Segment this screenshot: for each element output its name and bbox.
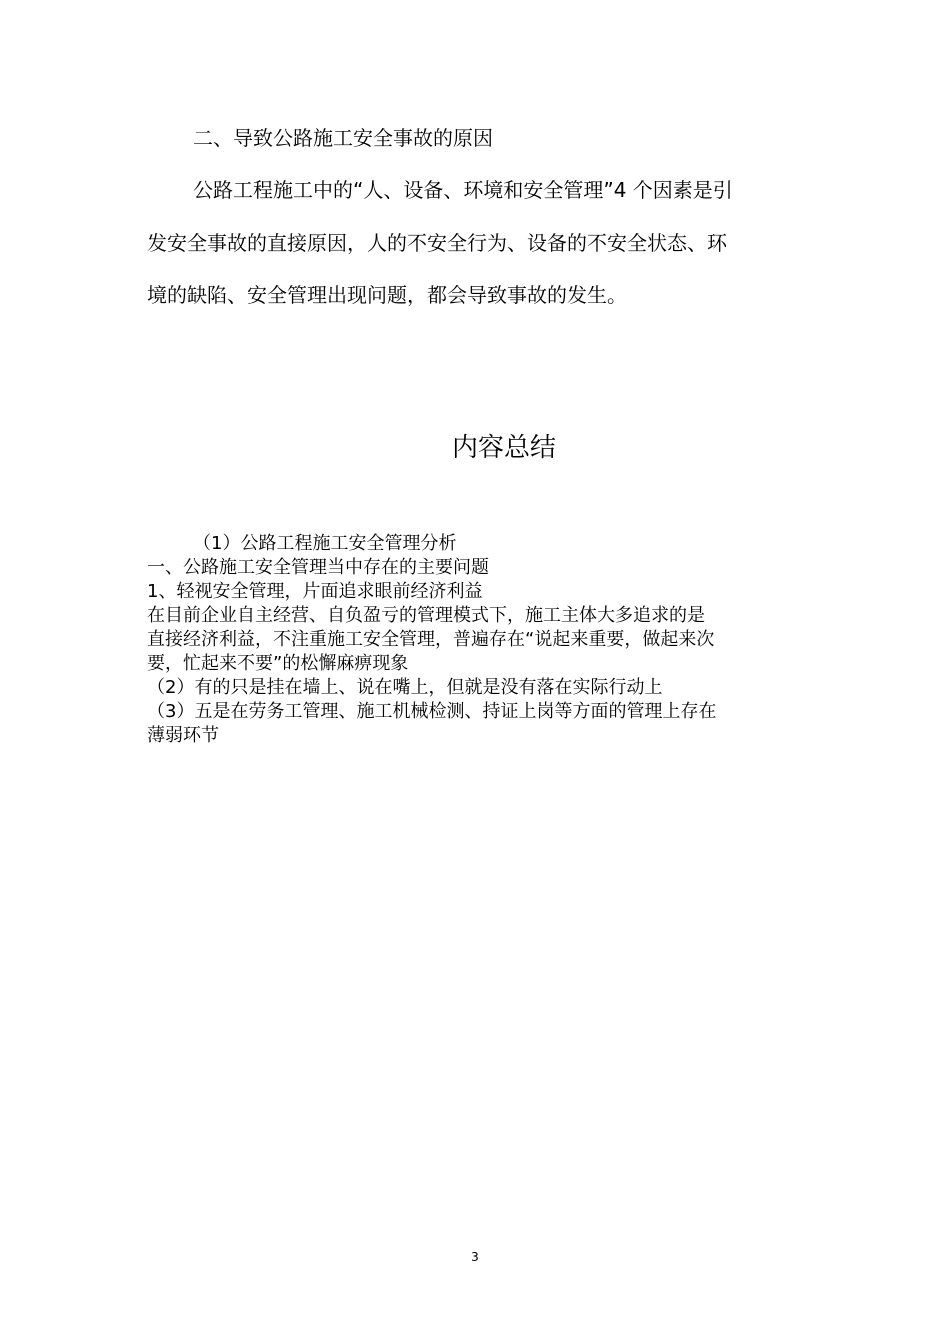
summary-line: （1）公路工程施工安全管理分析 <box>193 533 457 554</box>
summary-line: （2）有的只是挂在墙上、说在嘴上，但就是没有落在实际行动上 <box>147 677 663 698</box>
summary-line: （3）五是在劳务工管理、施工机械检测、持证上岗等方面的管理上存在 <box>147 701 717 722</box>
summary-line: 一、公路施工安全管理当中存在的主要问题 <box>147 557 489 578</box>
summary-line: 在目前企业自主经营、自负盈亏的管理模式下，施工主体大多追求的是 <box>147 605 705 626</box>
summary-line: 1、轻视安全管理，片面追求眼前经济利益 <box>147 581 483 602</box>
summary-line: 要，忙起来不要”的松懈麻痹现象 <box>147 653 409 674</box>
paragraph-line: 公路工程施工中的“人、设备、环境和安全管理”4 个因素是引 <box>193 178 733 202</box>
summary-line: 直接经济利益，不注重施工安全管理，普遍存在“说起来重要，做起来次 <box>147 629 715 650</box>
page-number: 3 <box>471 1250 479 1264</box>
section-heading: 二、导致公路施工安全事故的原因 <box>193 126 493 150</box>
summary-line: 薄弱环节 <box>147 725 219 746</box>
paragraph-line: 发安全事故的直接原因，人的不安全行为、设备的不安全状态、环 <box>147 231 727 255</box>
summary-title: 内容总结 <box>451 433 556 463</box>
paragraph-line: 境的缺陷、安全管理出现问题，都会导致事故的发生。 <box>147 283 627 307</box>
